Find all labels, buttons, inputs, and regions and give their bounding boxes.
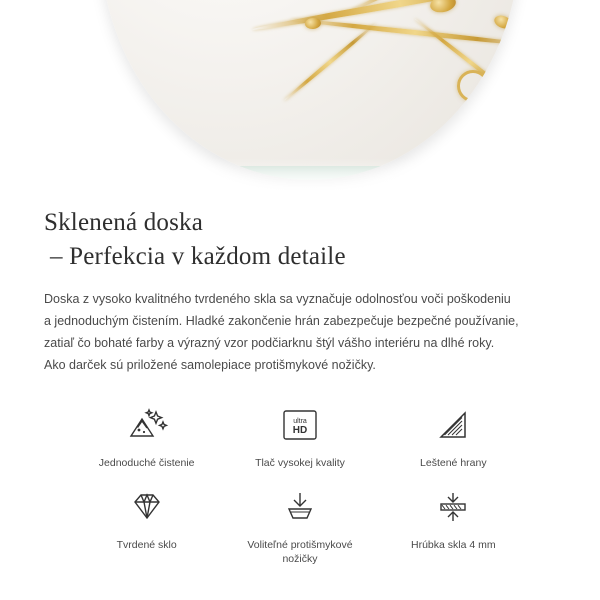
svg-text:HD: HD bbox=[292, 425, 308, 436]
page-title bbox=[44, 206, 556, 274]
feature-item-hd-print bbox=[223, 402, 376, 470]
description-line: Ako darček sú priložené samolepiace protišmykové nožičky. bbox=[44, 358, 376, 372]
feature-label: Jednoduché čistenie bbox=[98, 457, 195, 469]
feature-label: Hrúbka skla 4 mm bbox=[411, 539, 496, 551]
anti-slip-feet-icon bbox=[277, 484, 323, 530]
description-content bbox=[0, 200, 600, 566]
svg-text:ultra: ultra bbox=[293, 418, 307, 425]
feature-item-tempered-glass bbox=[70, 484, 223, 566]
feature-item-glass-thickness bbox=[377, 484, 530, 566]
feature-item-easy-cleaning bbox=[70, 402, 223, 470]
ultra-hd-print-icon bbox=[277, 402, 323, 448]
feature-label: Voliteľné protišmykové nožičky bbox=[247, 539, 353, 565]
diamond-tempered-glass-icon bbox=[124, 484, 170, 530]
feature-grid bbox=[44, 402, 556, 566]
feature-item-polished-edges bbox=[377, 402, 530, 470]
polished-edges-icon bbox=[430, 402, 476, 448]
hero-fade-overlay bbox=[0, 158, 600, 200]
description-line: zatiaľ čo bohaté farby a výrazný vzor podčiarknu štýl vášho interiéru na dlhé roky. bbox=[44, 336, 495, 350]
title-line-1: Sklenená doska bbox=[44, 209, 204, 236]
gold-accent bbox=[305, 17, 322, 29]
gold-vein bbox=[290, 17, 520, 48]
title-line-2: – Perfekcia v každom detaile bbox=[50, 243, 346, 270]
gold-accent bbox=[492, 13, 513, 30]
sparkle-cleaning-icon bbox=[124, 402, 170, 448]
feature-label: Tvrdené sklo bbox=[116, 539, 177, 551]
feature-label: Leštené hrany bbox=[420, 457, 487, 469]
description-line: Doska z vysoko kvalitného tvrdeného skla sa vyznačuje odolnosťou voči poškodeniu bbox=[44, 292, 511, 306]
feature-label: Tlač vysokej kvality bbox=[255, 457, 345, 469]
gold-ring-accent bbox=[457, 70, 489, 102]
description-line: a jednoduchým čistením. Hladké zakončenie hrán zabezpečuje bezpečné používanie, bbox=[44, 314, 519, 328]
glass-thickness-icon bbox=[430, 484, 476, 530]
description-paragraph bbox=[44, 288, 556, 376]
feature-item-anti-slip-feet bbox=[223, 484, 376, 566]
hero-product-image bbox=[0, 0, 600, 200]
gold-vein bbox=[283, 22, 377, 102]
gold-accent bbox=[429, 0, 458, 15]
glass-board-disc bbox=[100, 0, 520, 180]
